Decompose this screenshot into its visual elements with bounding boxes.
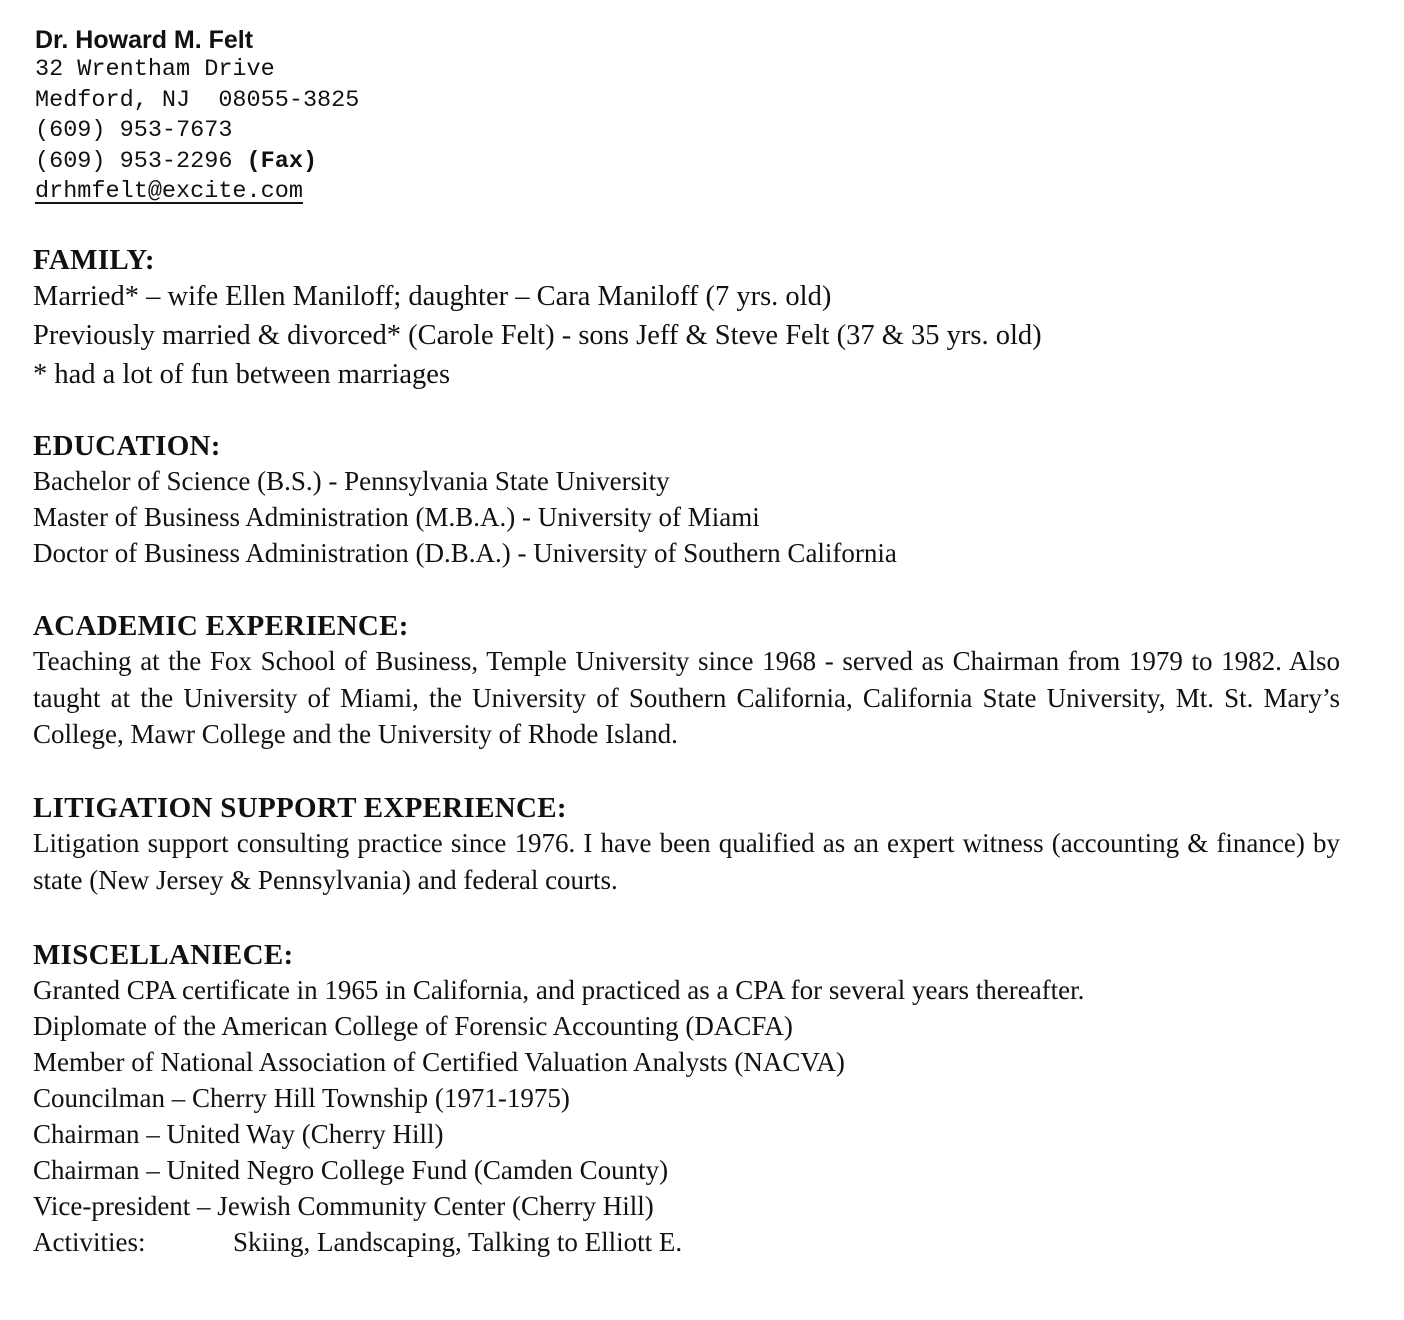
family-heading: FAMILY: [33,244,155,276]
academic-heading: ACADEMIC EXPERIENCE: [33,610,409,642]
education-line: Master of Business Administration (M.B.A.) - University of Miami [33,502,760,532]
education-line: Bachelor of Science (B.S.) - Pennsylvania State University [33,466,670,496]
misc-line: Chairman – United Negro College Fund (Camden County) [33,1155,669,1185]
academic-section [33,609,1343,753]
misc-line: Member of National Association of Certified Valuation Analysts (NACVA) [33,1047,845,1077]
address-line-2: Medford, NJ 08055-3825 [35,86,360,114]
misc-line: Chairman – United Way (Cherry Hill) [33,1119,444,1149]
education-section [33,429,1343,571]
address-line-1: 32 Wrentham Drive [35,56,275,83]
phone-number: (609) 953-7673 [35,117,233,144]
litigation-section [33,791,1343,898]
email-link[interactable]: drhmfelt@excite.com [35,178,303,205]
litigation-heading: LITIGATION SUPPORT EXPERIENCE: [33,792,567,824]
family-section [33,243,1343,394]
academic-text: Teaching at the Fox School of Business, Temple University since 1968 - served as Chairman from 1979 to 1982. Also taught at the University of Miami, the University of Southern California, California State University, Mt. St. Mary’s College, Mawr College and the University of Rhode Island. [33,646,1340,749]
activities-label: Activities: [33,1227,146,1257]
education-heading: EDUCATION: [33,430,221,462]
family-line: * had a lot of fun between marriages [33,359,451,390]
fax-number: (609) 953-2296 [35,147,233,175]
litigation-text: Litigation support consulting practice since 1976. I have been qualified as an expert witness (accounting & finance) by state (New Jersey & Pennsylvania) and federal courts. [33,828,1340,895]
misc-line: Councilman – Cherry Hill Township (1971-1975) [33,1083,570,1113]
misc-line: Diplomate of the American College of Forensic Accounting (DACFA) [33,1011,793,1041]
fax-line [35,147,359,178]
fax-label: (Fax) [246,147,318,175]
family-line: Previously married & divorced* (Carole Felt) - sons Jeff & Steve Felt (37 & 35 yrs. old) [33,320,1042,351]
family-line: Married* – wife Ellen Maniloff; daughter – Cara Maniloff (7 yrs. old) [33,281,832,312]
education-line: Doctor of Business Administration (D.B.A.) - University of Southern California [33,538,897,568]
misc-line: Granted CPA certificate in 1965 in California, and practiced as a CPA for several years thereafter. [33,975,1085,1005]
email-line [35,177,359,208]
person-name: Dr. Howard M. Felt [35,26,254,54]
contact-header [35,26,359,208]
misc-line: Vice-president – Jewish Community Center (Cherry Hill) [33,1191,654,1221]
activities-row [33,1224,1343,1260]
activities-value: Skiing, Landscaping, Talking to Elliott E. [233,1227,683,1257]
misc-section [33,938,1343,1260]
misc-heading: MISCELLANIECE: [33,939,294,971]
